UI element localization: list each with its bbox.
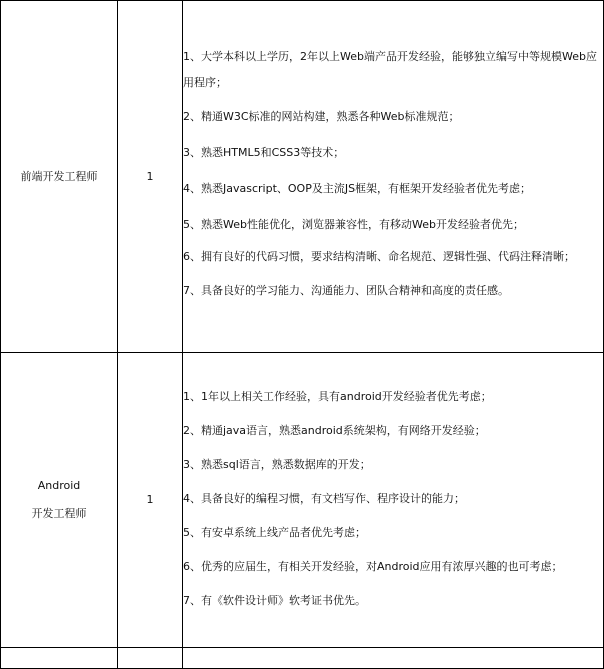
table-row bbox=[1, 648, 604, 669]
requirement-item: 4、熟悉Javascript、OOP及主流JS框架，有框架开发经验者优先考虑； bbox=[183, 181, 532, 195]
job-title-line: Android bbox=[37, 479, 81, 492]
job-title-cell bbox=[1, 1, 118, 353]
requirement-item: 2、精通W3C标准的网站构建，熟悉各种Web标准规范； bbox=[183, 109, 460, 123]
requirement-item: 1、大学本科以上学历，2年以上Web端产品开发经验，能够独立编写中等规模Web应用程序； bbox=[183, 49, 597, 89]
table-row bbox=[1, 353, 604, 648]
headcount: 1 bbox=[146, 169, 154, 183]
job-title-cell bbox=[1, 353, 118, 648]
requirements-cell bbox=[183, 1, 604, 353]
requirement-item: 1、1年以上相关工作经验，具有android开发经验者优先考虑； bbox=[183, 390, 492, 403]
headcount-cell bbox=[118, 353, 183, 648]
requirement-item: 7、具备良好的学习能力、沟通能力、团队合精神和高度的责任感。 bbox=[183, 283, 509, 297]
headcount: 1 bbox=[146, 493, 154, 506]
requirements-cell bbox=[183, 353, 604, 648]
job-title: 前端开发工程师 bbox=[20, 169, 98, 183]
requirement-item: 3、熟悉sql语言，熟悉数据库的开发； bbox=[183, 458, 371, 471]
requirement-item: 2、精通java语言，熟悉android系统架构，有网络开发经验； bbox=[183, 424, 486, 437]
requirement-item: 5、熟悉Web性能优化，浏览器兼容性，有移动Web开发经验者优先； bbox=[183, 217, 524, 231]
empty-cell bbox=[118, 648, 183, 669]
requirement-item: 7、有《软件设计师》软考证书优先。 bbox=[183, 594, 366, 607]
headcount-cell bbox=[118, 1, 183, 353]
job-title-line: 开发工程师 bbox=[31, 507, 87, 520]
requirement-item: 5、有安卓系统上线产品者优先考虑； bbox=[183, 526, 366, 539]
empty-cell bbox=[1, 648, 118, 669]
requirement-item: 6、拥有良好的代码习惯，要求结构清晰、命名规范、逻辑性强、代码注释清晰； bbox=[183, 249, 575, 263]
table-row bbox=[1, 1, 604, 353]
empty-cell bbox=[183, 648, 604, 669]
requirement-item: 6、优秀的应届生，有相关开发经验，对Android应用有浓厚兴趣的也可考虑； bbox=[183, 560, 563, 573]
requirement-item: 4、具备良好的编程习惯，有文档写作、程序设计的能力； bbox=[183, 492, 465, 505]
requirement-item: 3、熟悉HTML5和CSS3等技术； bbox=[183, 145, 345, 159]
